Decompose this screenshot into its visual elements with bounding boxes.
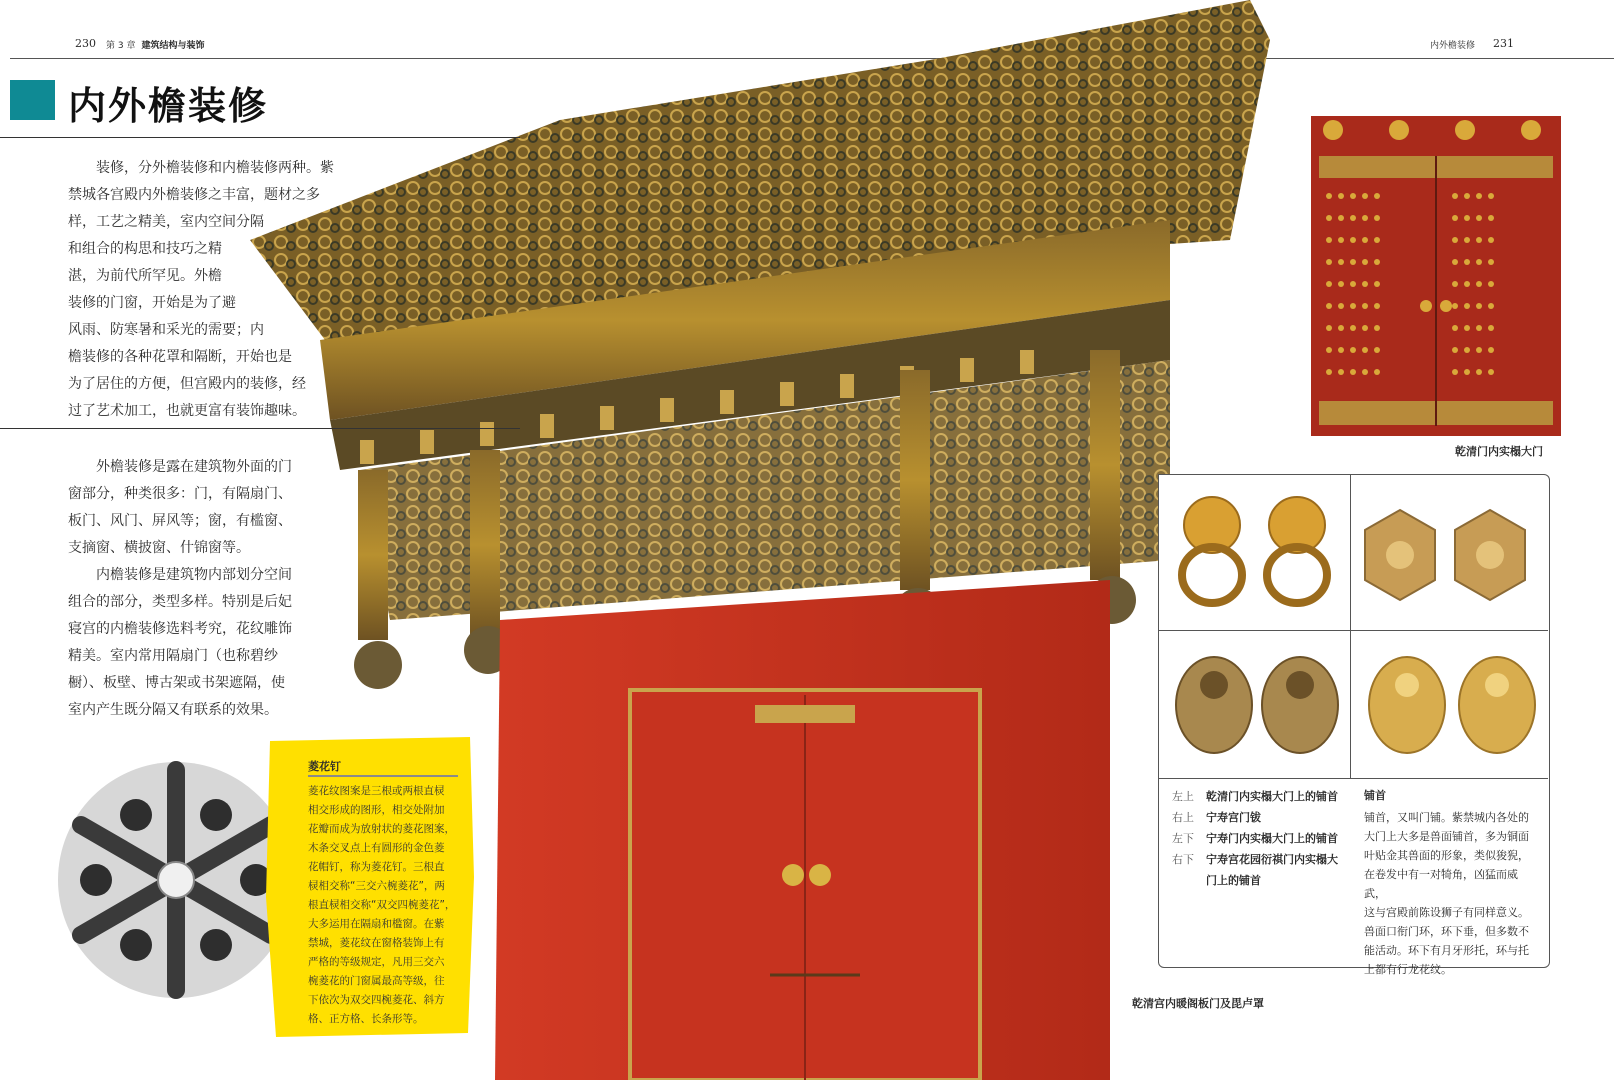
door-stud — [1464, 325, 1470, 331]
title-accent-bar — [10, 80, 55, 120]
intro-line: 装修，分外檐装修和内檐装修两种。紫 — [96, 160, 334, 176]
legend-key: 左上 — [1172, 790, 1194, 803]
door-stud — [1464, 369, 1470, 375]
door-stud — [1452, 259, 1458, 265]
door-stud — [1464, 281, 1470, 287]
body-paragraph — [68, 454, 292, 724]
door-stud — [1326, 259, 1332, 265]
legend-value: 乾清门内实榻大门上的铺首 — [1206, 790, 1338, 803]
door-stud — [1362, 237, 1368, 243]
door-stud — [1374, 237, 1380, 243]
sidebar-rule — [308, 775, 458, 777]
door-stud — [1338, 303, 1344, 309]
intro-line: 为了居住的方便，但宫殿内的装修，经 — [68, 376, 306, 392]
note-line: 这与宫殿前陈设狮子有同样意义。 — [1364, 906, 1529, 919]
door-stud — [1350, 303, 1356, 309]
sidebar-line: 大多运用在隔扇和槛窗。在紫 — [308, 918, 445, 930]
panel-divider-horizontal — [1158, 630, 1548, 631]
intro-line: 风雨、防寒暑和采光的需要；内 — [68, 322, 264, 338]
door-stud — [1374, 215, 1380, 221]
sidebar-line: 格、正方格、长条形等。 — [308, 1013, 424, 1025]
intro-line: 禁城各宫殿内外檐装修之丰富，题材之多 — [68, 187, 320, 203]
legend-value: 宁寿门内实榻大门上的铺首 — [1206, 832, 1338, 845]
door-stud — [1452, 193, 1458, 199]
knocker-note — [1364, 786, 1536, 979]
sidebar-line: 严格的等级规定，凡用三交六 — [308, 956, 445, 968]
door-stud — [1476, 347, 1482, 353]
door-stud — [1338, 325, 1344, 331]
door-stud — [1338, 347, 1344, 353]
knocker-legend — [1172, 786, 1346, 891]
door-stud — [1476, 369, 1482, 375]
intro-rule — [0, 428, 520, 429]
door-stud — [1452, 215, 1458, 221]
intro-line: 装修的门窗，开始是为了避 — [68, 295, 236, 311]
door-stud — [1464, 347, 1470, 353]
legend-row — [1172, 870, 1346, 891]
door-stud — [1476, 259, 1482, 265]
main-photo-caption: 乾清宫内暖阁板门及毘卢罩 — [1132, 997, 1264, 1010]
legend-key: 左下 — [1172, 832, 1194, 845]
note-line: 能活动。环下有月牙形托，环与托 — [1364, 944, 1529, 957]
door-stud — [1452, 325, 1458, 331]
door-stud — [1374, 369, 1380, 375]
door-stud — [1476, 303, 1482, 309]
door-stud — [1374, 347, 1380, 353]
qianqing-gate-door-photo — [1311, 116, 1561, 436]
legend-row — [1172, 807, 1346, 828]
door-stud — [1476, 281, 1482, 287]
door-stud — [1338, 193, 1344, 199]
sidebar-line: 椀菱花的门窗属最高等级，往 — [308, 975, 445, 987]
door-stud — [1488, 215, 1494, 221]
door-stud — [1350, 259, 1356, 265]
page-title: 内外檐装修 — [68, 84, 269, 128]
knocker-photo-bottom-left — [1172, 650, 1342, 765]
knocker-photo-bottom-right — [1365, 650, 1540, 765]
door-stud — [1488, 369, 1494, 375]
note-line: 大门上大多是兽面铺首，多为铜面 — [1364, 830, 1529, 843]
door-stud — [1464, 193, 1470, 199]
legend-value: 门上的铺首 — [1206, 874, 1261, 887]
door-stud — [1488, 193, 1494, 199]
door-stud — [1362, 347, 1368, 353]
door-stud — [1338, 369, 1344, 375]
legend-row — [1172, 786, 1346, 807]
door-stud — [1326, 369, 1332, 375]
door-stud — [1362, 215, 1368, 221]
door-stud — [1350, 347, 1356, 353]
door-stud — [1488, 347, 1494, 353]
note-title: 铺首 — [1364, 789, 1386, 802]
chapter-number: 第 3 章 — [106, 41, 136, 51]
door-stud — [1362, 369, 1368, 375]
door-stud — [1326, 347, 1332, 353]
right-page-number: 231 — [1493, 37, 1514, 50]
body-line: 室内产生既分隔又有联系的效果。 — [68, 702, 278, 718]
door-stud — [1326, 325, 1332, 331]
door-stud — [1476, 237, 1482, 243]
intro-line: 样，工艺之精美，室内空间分隔 — [68, 214, 264, 230]
sidebar-line: 根直棂相交称“双交四椀菱花”， — [308, 899, 456, 911]
door-stud — [1374, 325, 1380, 331]
sidebar-line: 花瓣而成为放射状的菱花图案， — [308, 823, 455, 835]
body-line: 精美。室内常用隔扇门（也称碧纱 — [68, 648, 278, 664]
body-line: 板门、风门、屏风等；窗，有槛窗、 — [68, 513, 292, 529]
door-stud — [1464, 237, 1470, 243]
sidebar-line: 下依次为双交四椀菱花、斜方 — [308, 994, 445, 1006]
door-stud — [1338, 237, 1344, 243]
door-stud — [1452, 347, 1458, 353]
door-stud — [1488, 303, 1494, 309]
door-stud — [1350, 369, 1356, 375]
intro-line: 和组合的构思和技巧之精 — [68, 241, 222, 257]
door-stud — [1362, 259, 1368, 265]
door-stud — [1338, 281, 1344, 287]
title-rule — [0, 137, 520, 138]
door-stud — [1374, 303, 1380, 309]
legend-value: 宁寿宫花园衍祺门内实榻大 — [1206, 853, 1338, 866]
legend-key: 右下 — [1172, 853, 1194, 866]
left-chapter — [106, 38, 204, 51]
door-stud — [1452, 303, 1458, 309]
intro-line: 过了艺术加工，也就更富有装饰趣味。 — [68, 403, 306, 419]
legend-row — [1172, 828, 1346, 849]
intro-line: 檐装修的各种花罩和隔断，开始也是 — [68, 349, 292, 365]
door-stud — [1476, 325, 1482, 331]
right-chapter-title: 内外檐装修 — [1430, 41, 1476, 51]
sidebar-line: 禁城，菱花纹在窗格装饰上有 — [308, 937, 445, 949]
knocker-photo-top-left — [1172, 490, 1342, 620]
door-stud — [1326, 237, 1332, 243]
door-stud — [1488, 281, 1494, 287]
chapter-title: 建筑结构与装饰 — [141, 41, 205, 51]
door-stud — [1452, 237, 1458, 243]
door-stud — [1374, 259, 1380, 265]
body-line: 橱）、板壁、博古架或书架遮隔，使 — [68, 675, 285, 691]
sidebar-text — [308, 782, 458, 1029]
door-stud — [1374, 193, 1380, 199]
door-stud — [1362, 281, 1368, 287]
body-line: 支摘窗、横披窗、什锦窗等。 — [68, 540, 250, 556]
note-line: 叶贴金其兽面的形象，类似狻猊， — [1364, 849, 1529, 862]
sidebar-line: 花帽钉，称为菱花钉。三根直 — [308, 861, 445, 873]
door-stud — [1464, 259, 1470, 265]
door-stud — [1452, 369, 1458, 375]
door-stud — [1326, 281, 1332, 287]
door-stud — [1362, 325, 1368, 331]
door-stud — [1362, 193, 1368, 199]
note-line: 铺首，又叫门铺。紫禁城内各处的 — [1364, 811, 1529, 824]
sidebar-line: 菱花纹图案是三根或两根直棂 — [308, 785, 445, 797]
lattice-nail-photo — [56, 760, 296, 1000]
legend-key: 右上 — [1172, 811, 1194, 824]
intro-paragraph — [68, 155, 334, 425]
legend-key — [1172, 870, 1206, 891]
door-stud — [1488, 325, 1494, 331]
door-stud — [1488, 237, 1494, 243]
sidebar-line: 木条交叉点上有圆形的金色菱 — [308, 842, 445, 854]
knocker-photo-top-right — [1360, 505, 1540, 615]
door-stud — [1476, 215, 1482, 221]
note-line: 在卷发中有一对犄角，凶猛而威武， — [1364, 868, 1518, 900]
door-stud — [1326, 215, 1332, 221]
door-stud — [1452, 281, 1458, 287]
left-page-number: 230 — [75, 37, 96, 50]
legend-row — [1172, 849, 1346, 870]
door-stud — [1326, 193, 1332, 199]
door-caption: 乾清门内实榻大门 — [1455, 445, 1543, 458]
body-line: 外檐装修是露在建筑物外面的门 — [96, 459, 292, 475]
intro-line: 湛，为前代所罕见。外檐 — [68, 268, 222, 284]
body-line: 寝宫的内檐装修选料考究，花纹雕饰 — [68, 621, 292, 637]
door-stud — [1476, 193, 1482, 199]
note-line: 兽面口衔门环，环下垂，但多数不 — [1364, 925, 1529, 938]
door-stud — [1350, 215, 1356, 221]
note-line: 上都有行龙花纹。 — [1364, 963, 1452, 976]
sidebar-line: 相交形成的图形，相交处附加 — [308, 804, 445, 816]
body-line: 内檐装修是建筑物内部划分空间 — [96, 567, 292, 583]
body-line: 窗部分，种类很多：门，有隔扇门、 — [68, 486, 292, 502]
legend-value: 宁寿宫门钹 — [1206, 811, 1261, 824]
sidebar-title: 菱花钉 — [308, 760, 341, 773]
door-stud — [1350, 325, 1356, 331]
sidebar-line: 棂相交称“三交六椀菱花”，两 — [308, 880, 445, 892]
door-stud — [1362, 303, 1368, 309]
door-stud — [1350, 237, 1356, 243]
door-stud — [1326, 303, 1332, 309]
body-line: 组合的部分，类型多样。特别是后妃 — [68, 594, 292, 610]
door-stud — [1338, 215, 1344, 221]
panel-divider-horizontal — [1158, 778, 1548, 779]
door-stud — [1374, 281, 1380, 287]
door-stud — [1350, 193, 1356, 199]
door-stud — [1464, 215, 1470, 221]
door-stud — [1338, 259, 1344, 265]
panel-divider-vertical — [1350, 474, 1351, 778]
door-stud — [1464, 303, 1470, 309]
door-stud — [1350, 281, 1356, 287]
door-stud — [1488, 259, 1494, 265]
